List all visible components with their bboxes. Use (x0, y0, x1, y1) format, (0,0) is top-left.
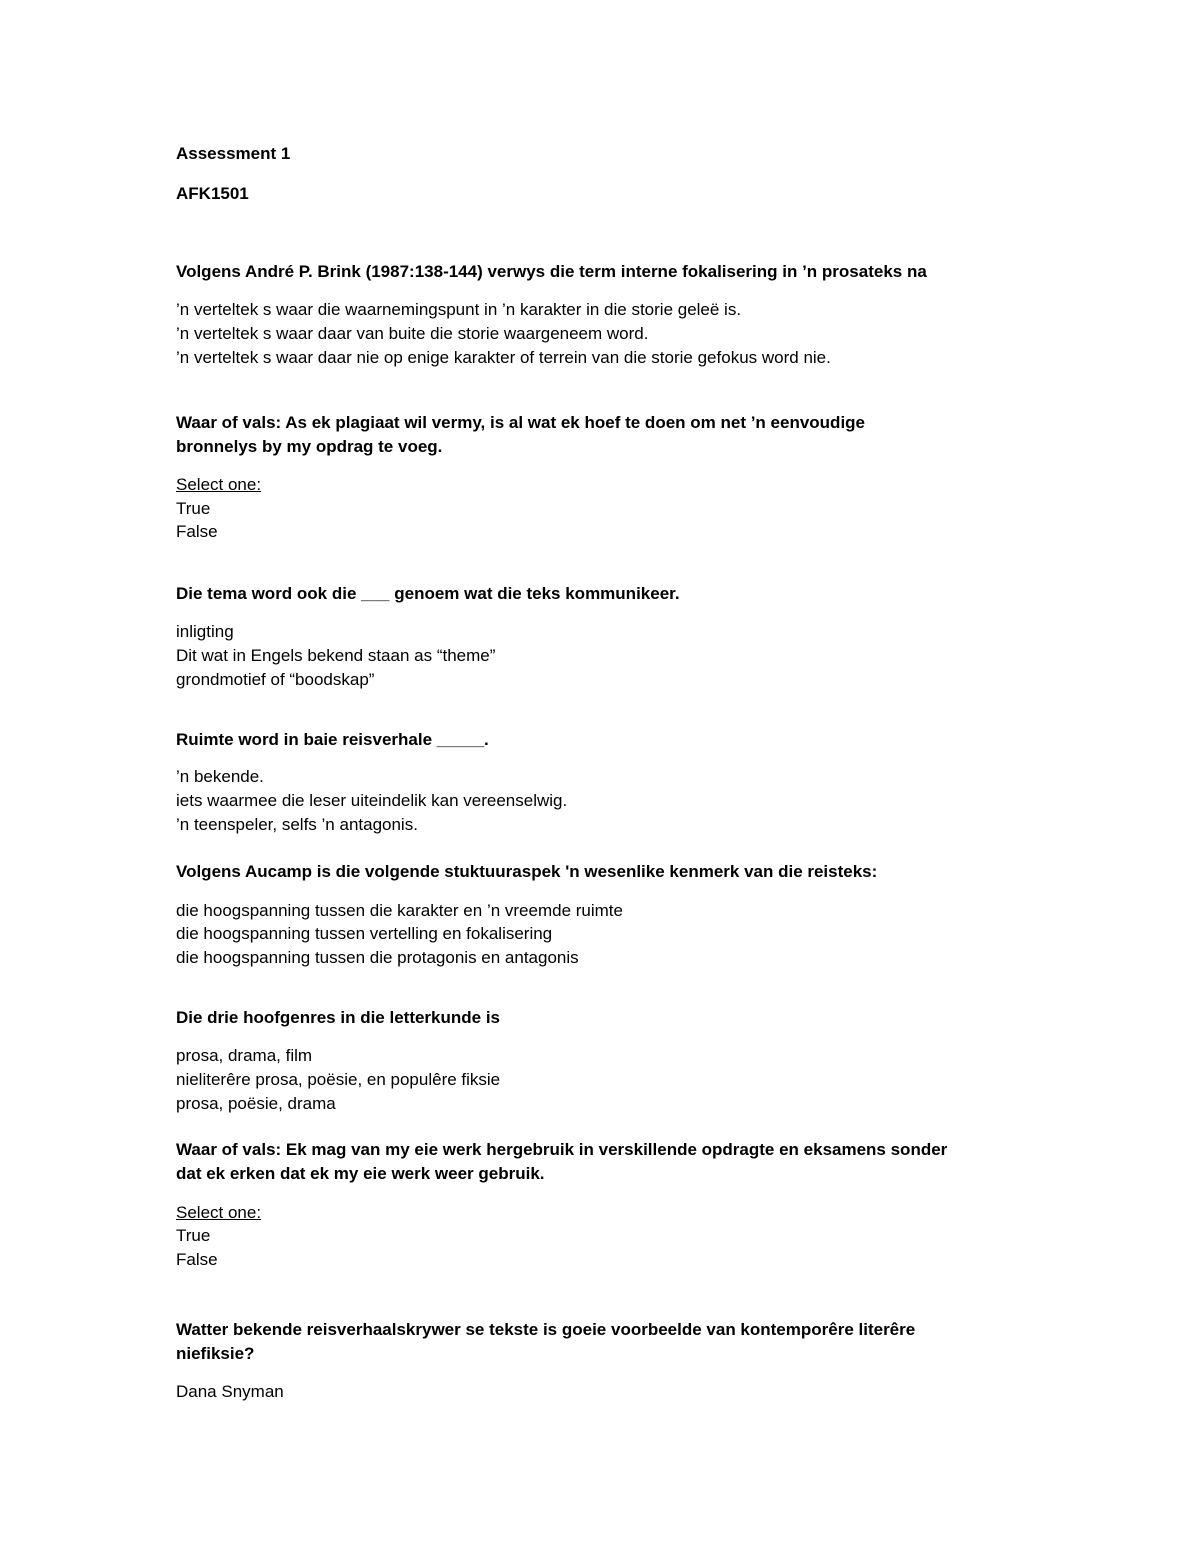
question-3-option-1: inligting (176, 622, 234, 641)
question-7-prompt-line-2: dat ek erken dat ek my eie werk weer gebruik. (176, 1164, 545, 1183)
question-1-option-2: ’n verteltek s waar daar van buite die storie waargeneem word. (176, 324, 649, 343)
question-4-option-3: ’n teenspeler, selfs ’n antagonis. (176, 815, 418, 834)
assessment-title: Assessment 1 (176, 144, 291, 163)
question-8-answer: Dana Snyman (176, 1382, 284, 1401)
question-3-option-3: grondmotief of “boodskap” (176, 670, 375, 689)
question-8-prompt-line-2: niefiksie? (176, 1344, 255, 1363)
question-6-option-1: prosa, drama, film (176, 1046, 313, 1065)
question-1-option-3: ’n verteltek s waar daar nie op enige karakter of terrein van die storie gefokus word nie. (176, 348, 831, 367)
question-2-prompt-line-1: Waar of vals: As ek plagiaat wil vermy, is al wat ek hoef te doen om net ’n eenvoudige (176, 413, 866, 432)
question-4-prompt: Ruimte word in baie reisverhale _____. (176, 730, 489, 749)
question-1-option-1: ’n verteltek s waar die waarnemingspunt in ’n karakter in die storie geleë is. (176, 300, 742, 319)
question-7-option-true: True (176, 1226, 211, 1245)
question-4-option-1: ’n bekende. (176, 767, 264, 786)
question-6-option-2: nieliterêre prosa, poësie, en populêre fiksie (176, 1070, 501, 1089)
question-2-option-true: True (176, 499, 211, 518)
question-2-select-label: Select one: (176, 475, 262, 494)
question-7-option-false: False (176, 1250, 218, 1269)
question-5-option-3: die hoogspanning tussen die protagonis en antagonis (176, 948, 579, 967)
question-4-option-2: iets waarmee die leser uiteindelik kan vereenselwig. (176, 791, 568, 810)
question-2-prompt-line-2: bronnelys by my opdrag te voeg. (176, 437, 443, 456)
question-2-option-false: False (176, 522, 218, 541)
question-5-prompt: Volgens Aucamp is die volgende stuktuuraspek 'n wesenlike kenmerk van die reisteks: (176, 862, 878, 881)
question-3-option-2: Dit wat in Engels bekend staan as “theme” (176, 646, 496, 665)
question-5-option-1: die hoogspanning tussen die karakter en ’n vreemde ruimte (176, 901, 623, 920)
question-6-option-3: prosa, poësie, drama (176, 1094, 336, 1113)
question-5-option-2: die hoogspanning tussen vertelling en fokalisering (176, 924, 553, 943)
question-7-prompt-line-1: Waar of vals: Ek mag van my eie werk hergebruik in verskillende opdragte en eksamens sonder (176, 1140, 948, 1159)
course-code: AFK1501 (176, 184, 249, 203)
question-3-prompt: Die tema word ook die ___ genoem wat die teks kommunikeer. (176, 584, 680, 603)
question-1-prompt: Volgens André P. Brink (1987:138-144) verwys die term interne fokalisering in ’n prosateks na (176, 262, 927, 281)
question-7-select-label: Select one: (176, 1203, 262, 1222)
question-6-prompt: Die drie hoofgenres in die letterkunde is (176, 1008, 501, 1027)
question-8-prompt-line-1: Watter bekende reisverhaalskrywer se tekste is goeie voorbeelde van kontemporêre literêre (176, 1320, 916, 1339)
